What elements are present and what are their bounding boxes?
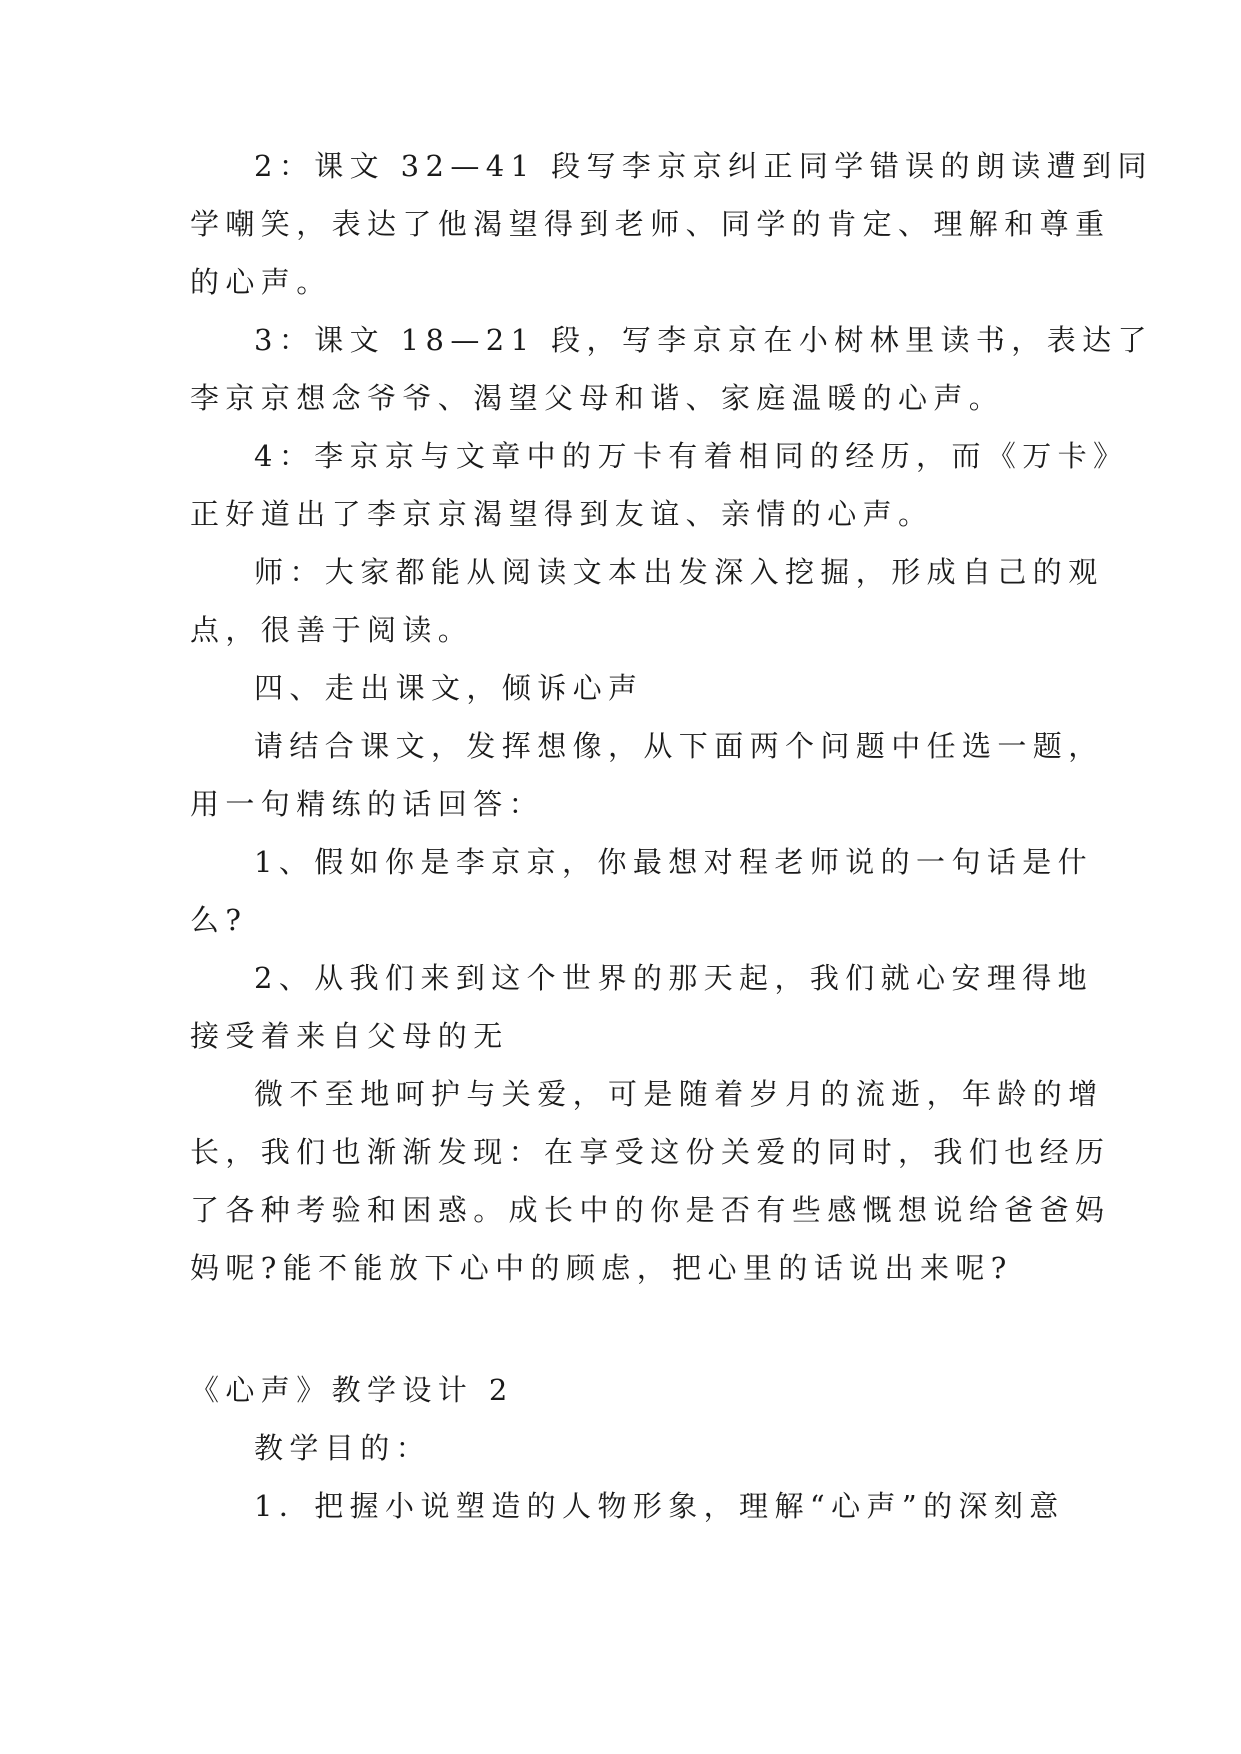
section-title-block <box>190 1361 1058 1419</box>
paragraph-line: 请结合课文，发挥想像，从下面两个问题中任选一题， <box>254 729 1104 763</box>
paragraph-line: 师：大家都能从阅读文本出发深入挖掘，形成自己的观 <box>254 555 1104 589</box>
paragraph-line: 李京京想念爷爷、渴望父母和谐、家庭温暖的心声。 <box>190 381 1005 415</box>
paragraph-line: 微不至地呵护与关爱，可是随着岁月的流逝，年龄的增 <box>254 1077 1104 1111</box>
paragraph-line: 用一句精练的话回答： <box>190 787 545 821</box>
paragraph-line: 正好道出了李京京渴望得到友谊、亲情的心声。 <box>190 497 934 531</box>
section-heading: 四、走出课文，倾诉心声 <box>254 671 644 705</box>
paragraph-line: 3：课文 18—21 段，写李京京在小树林里读书，表达了 <box>254 323 1153 357</box>
paragraph-line: 学嘲笑，表达了他渴望得到老师、同学的肯定、理解和尊重 <box>190 207 1111 241</box>
paragraph-line: 1．把握小说塑造的人物形象，理解“心声”的深刻意 <box>254 1489 1065 1523</box>
paragraph-line: 2、从我们来到这个世界的那天起，我们就心安理得地 <box>254 961 1094 995</box>
paragraph-line: 了各种考验和困惑。成长中的你是否有些感慨想说给爸爸妈 <box>190 1193 1111 1227</box>
paragraph-line: 的心声。 <box>190 265 332 299</box>
paragraph-line: 长，我们也渐渐发现：在享受这份关爱的同时，我们也经历 <box>190 1135 1111 1169</box>
paragraph-line: 教学目的： <box>254 1431 432 1465</box>
section-title: 《心声》教学设计 2 <box>190 1373 514 1407</box>
paragraph-line: 点，很善于阅读。 <box>190 613 474 647</box>
body-text-part2 <box>190 1419 1065 1535</box>
body-text-part1 <box>190 137 1153 1297</box>
paragraph-line: 2：课文 32—41 段写李京京纠正同学错误的朗读遭到同 <box>254 149 1153 183</box>
paragraph-line: 么? <box>190 903 248 937</box>
paragraph-line: 接受着来自父母的无 <box>190 1019 509 1053</box>
paragraph-line: 1、假如你是李京京，你最想对程老师说的一句话是什 <box>254 845 1094 879</box>
paragraph-line: 妈呢?能不能放下心中的顾虑，把心里的话说出来呢? <box>190 1251 1013 1285</box>
paragraph-line: 4：李京京与文章中的万卡有着相同的经历，而《万卡》 <box>254 439 1129 473</box>
